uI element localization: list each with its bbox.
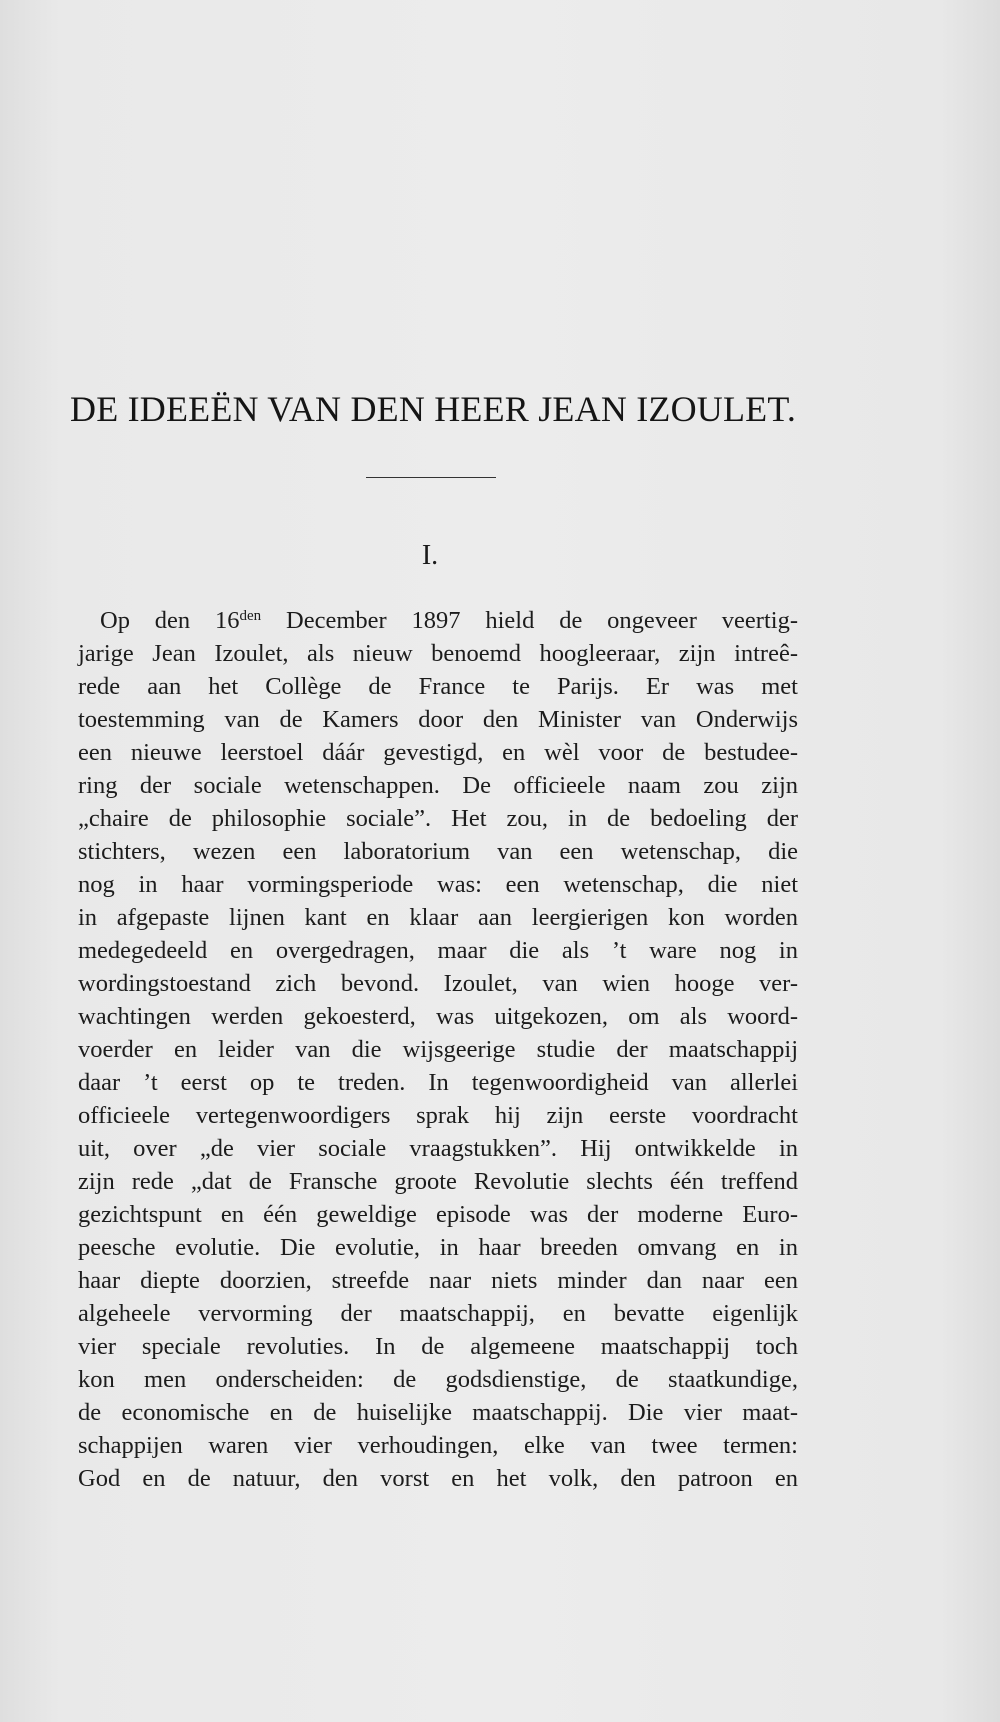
text-line-content: jarige Jean Izoulet, als nieuw benoemd hoogleeraar, zijn intreê- [78,640,798,667]
text-line [78,1330,798,1363]
text-line-content: medegedeeld en overgedragen, maar die als ’t ware nog in [78,937,798,964]
text-line [78,1033,798,1066]
text-line [78,1132,798,1165]
text-line-content: nog in haar vormingsperiode was: een wetenschap, die niet [78,871,798,898]
text-line-content: toestemming van de Kamers door den Minister van Onderwijs [78,706,798,733]
text-line [78,670,798,703]
text-line-content: Op den 16 [100,607,240,634]
text-line-content: algeheele vervorming der maatschappij, en bevatte eigenlijk [78,1300,798,1327]
text-line-content: vier speciale revoluties. In de algemeene maatschappij toch [78,1333,798,1360]
text-line [78,802,798,835]
text-line-content: rede aan het Collège de France te Parijs. Er was met [78,673,798,700]
text-line [78,901,798,934]
text-line-content: kon men onderscheiden: de godsdienstige, de staatkundige, [78,1366,798,1393]
text-line-content: ring der sociale wetenschappen. De officieele naam zou zijn [78,772,798,799]
text-line [78,1231,798,1264]
text-line [78,1363,798,1396]
text-line-continuation: December 1897 hield de ongeveer veertig- [261,607,798,634]
text-line [78,769,798,802]
text-line-content: uit, over „de vier sociale vraagstukken”. Hij ontwikkelde in [78,1135,798,1162]
page-title: DE IDEEËN VAN DEN HEER JEAN IZOULET. [70,389,797,429]
text-line [78,1396,798,1429]
text-line-content: de economische en de huiselijke maatschappij. Die vier maat- [78,1399,798,1426]
text-line-content: gezichtspunt en één geweldige episode was der moderne Euro- [78,1201,798,1228]
text-line-content: officieele vertegenwoordigers sprak hij zijn eerste voordracht [78,1102,798,1129]
text-line-content: in afgepaste lijnen kant en klaar aan leergierigen kon worden [78,904,798,931]
text-line [78,835,798,868]
text-line-content: haar diepte doorzien, streefde naar niets minder dan naar een [78,1267,798,1294]
text-line [78,1429,798,1462]
text-line [78,1165,798,1198]
text-line-content: daar ’t eerst op te treden. In tegenwoordigheid van allerlei [78,1069,798,1096]
section-numeral: I. [421,540,439,571]
text-line [78,736,798,769]
text-line-content: schappijen waren vier verhoudingen, elke van twee termen: [78,1432,798,1459]
text-line-content: wachtingen werden gekoesterd, was uitgekozen, om als woord- [78,1003,798,1030]
text-line-content: stichters, wezen een laboratorium van een wetenschap, die [78,838,798,865]
text-line [78,934,798,967]
text-line [78,967,798,1000]
text-line-content: „chaire de philosophie sociale”. Het zou, in de bedoeling der [78,805,798,832]
text-line [78,1462,798,1495]
title-divider [366,477,496,478]
text-line [78,1264,798,1297]
text-line [78,637,798,670]
text-line-content: God en de natuur, den vorst en het volk, den patroon en [78,1465,798,1492]
superscript: den [239,608,262,624]
text-line [78,604,798,637]
text-line [78,703,798,736]
text-line [78,868,798,901]
text-line [78,1297,798,1330]
text-line [78,1099,798,1132]
text-line-content: voerder en leider van die wijsgeerige studie der maatschappij [78,1036,798,1063]
text-line-content: zijn rede „dat de Fransche groote Revolutie slechts één treffend [78,1168,798,1195]
text-line [78,1000,798,1033]
text-line [78,1066,798,1099]
body-text [78,604,798,1495]
text-line-content: peesche evolutie. Die evolutie, in haar breeden omvang en in [78,1234,798,1261]
text-line-content: een nieuwe leerstoel dáár gevestigd, en wèl voor de bestudee- [78,739,798,766]
text-line-content: wordingstoestand zich bevond. Izoulet, van wien hooge ver- [78,970,798,997]
text-line [78,1198,798,1231]
